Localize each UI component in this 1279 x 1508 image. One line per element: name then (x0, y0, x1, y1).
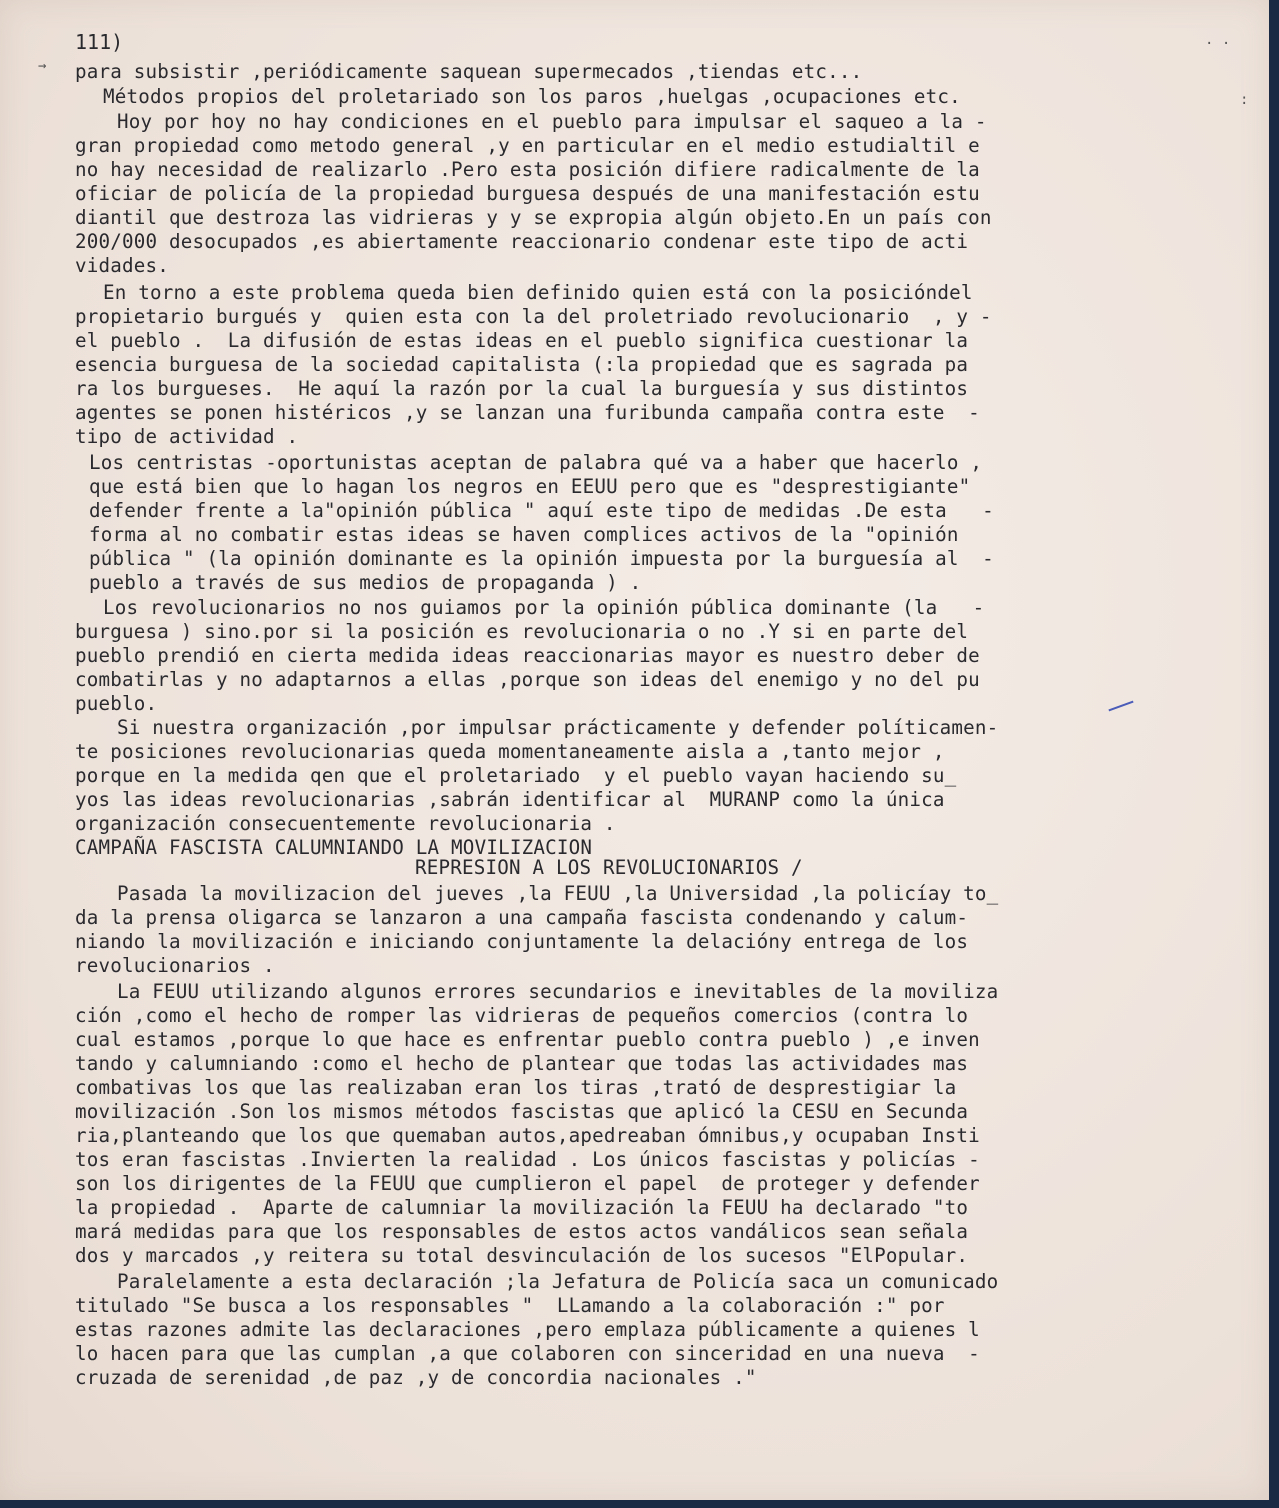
margin-arrow-icon: → (38, 58, 47, 74)
text-line: que está bien que lo hagan los negros en EEUU pero que es "desprestigiante" (89, 475, 971, 498)
text-line: pública " (la opinión dominante es la opinión impuesta por la burguesía al - (89, 547, 994, 570)
text-line: no hay necesidad de realizarlo .Pero esta posición difiere radicalmente de la (75, 158, 980, 181)
text-line: son los dirigentes de la FEUU que cumplieron el papel de proteger y defender (75, 1172, 980, 1195)
text-line: dos y marcados ,y reitera su total desvinculación de los sucesos "ElPopular. (75, 1244, 969, 1267)
text-line: el pueblo . La difusión de estas ideas en el pueblo significa cuestionar la (75, 329, 969, 352)
pen-mark-icon (1108, 701, 1133, 712)
text-line: organización consecuentemente revolucionaria . (75, 812, 616, 835)
text-line: la propiedad . Aparte de calumniar la movilización la FEUU ha declarado "to (75, 1196, 969, 1219)
text-line: Los revolucionarios no nos guiamos por la opinión pública dominante (la - (103, 596, 985, 619)
text-line: mará medidas para que los responsables de estos actos vandálicos sean señala (75, 1220, 969, 1243)
margin-dots-icon: : (1240, 92, 1249, 108)
text-line: ria,planteando que los que quemaban autos,apedreaban ómnibus,y ocupaban Insti (75, 1124, 980, 1147)
text-line: agentes se ponen histéricos ,y se lanzan una furibunda campaña contra este - (75, 401, 980, 424)
text-line: yos las ideas revolucionarias ,sabrán identificar al MURANP como la única (75, 788, 945, 811)
text-line: cruzada de serenidad ,de paz ,y de concordia nacionales ." (75, 1366, 757, 1389)
text-line: te posiciones revolucionarias queda momentaneamente aisla a ,tanto mejor , (75, 740, 945, 763)
text-line: ra los burgueses. He aquí la razón por la cual la burguesía y sus distintos (75, 377, 969, 400)
text-line: Pasada la movilizacion del jueves ,la FEUU ,la Universidad ,la policíay to_ (117, 882, 999, 905)
text-line: porque en la medida qen que el proletariado y el pueblo vayan haciendo su_ (75, 764, 957, 787)
text-line: forma al no combatir estas ideas se haven complices activos de la "opinión (89, 523, 959, 546)
text-line: esencia burguesa de la sociedad capitalista (:la propiedad que es sagrada pa (75, 353, 969, 376)
text-line: En torno a este problema queda bien definido quien está con la posicióndel (103, 281, 973, 304)
text-line: tando y calumniando :como el hecho de plantear que todas las actividades mas (75, 1052, 969, 1075)
text-line: Hoy por hoy no hay condiciones en el pueblo para impulsar el saqueo a la - (117, 110, 987, 133)
text-line: vidades. (75, 254, 170, 277)
page-number: 111) (75, 30, 124, 54)
text-line: oficiar de policía de la propiedad burguesa después de una manifestación estu (75, 182, 980, 205)
text-line: defender frente a la"opinión pública " aquí este tipo de medidas .De esta - (89, 499, 994, 522)
text-line: para subsistir ,periódicamente saquean supermecados ,tiendas etc... (75, 60, 863, 83)
text-line: REPRESION A LOS REVOLUCIONARIOS / (415, 856, 803, 879)
text-line: Métodos propios del proletariado son los paros ,huelgas ,ocupaciones etc. (103, 85, 961, 108)
text-line: lo hacen para que las cumplan ,a que colaboren con sinceridad en una nueva - (75, 1342, 980, 1365)
text-line: titulado "Se busca a los responsables " LLamando a la colaboración :" por (75, 1294, 945, 1317)
text-line: pueblo prendió en cierta medida ideas reaccionarias mayor es nuestro deber de (75, 644, 980, 667)
text-line: tipo de actividad . (75, 425, 299, 448)
text-line: da la prensa oligarca se lanzaron a una campaña fascista condenando y calum- (75, 906, 969, 929)
text-line: revolucionarios . (75, 954, 275, 977)
text-line: diantil que destroza las vidrieras y y se expropia algún objeto.En un país con (75, 206, 992, 229)
text-line: Si nuestra organización ,por impulsar prácticamente y defender políticamen- (117, 716, 999, 739)
text-line: burguesa ) sino.por si la posición es revolucionaria o no .Y si en parte del (75, 620, 969, 643)
text-line: movilización .Son los mismos métodos fascistas que aplicó la CESU en Secunda (75, 1100, 969, 1123)
margin-dots-icon: · · (1205, 36, 1231, 52)
text-line: combativas los que las realizaban eran los tiras ,trató de desprestigiar la (75, 1076, 957, 1099)
text-line: estas razones admite las declaraciones ,pero emplaza públicamente a quienes l (75, 1318, 980, 1341)
text-line: La FEUU utilizando algunos errores secundarios e inevitables de la moviliza (117, 980, 999, 1003)
text-line: tos eran fascistas .Invierten la realidad . Los únicos fascistas y policías - (75, 1148, 980, 1171)
text-line: Los centristas -oportunistas aceptan de palabra qué va a haber que hacerlo , (89, 451, 983, 474)
text-line: Paralelamente a esta declaración ;la Jefatura de Policía saca un comunicado (117, 1270, 999, 1293)
text-line: cual estamos ,porque lo que hace es enfrentar pueblo contra pueblo ) ,e inven (75, 1028, 980, 1051)
text-line: pueblo a través de sus medios de propaganda ) . (89, 571, 642, 594)
text-line: 200/000 desocupados ,es abiertamente reaccionario condenar este tipo de acti (75, 230, 969, 253)
text-line: niando la movilización e iniciando conjuntamente la delacióny entrega de los (75, 930, 969, 953)
text-line: ción ,como el hecho de romper las vidrieras de pequeños comercios (contra lo (75, 1004, 969, 1027)
text-line: CAMPAÑA FASCISTA CALUMNIANDO LA MOVILIZACION (75, 836, 593, 859)
text-line: combatirlas y no adaptarnos a ellas ,porque son ideas del enemigo y no del pu (75, 668, 980, 691)
text-line: gran propiedad como metodo general ,y en particular en el medio estudialtil e (75, 134, 980, 157)
text-line: pueblo. (75, 692, 158, 715)
text-line: propietario burgués y quien esta con la del proletriado revolucionario , y - (75, 305, 992, 328)
